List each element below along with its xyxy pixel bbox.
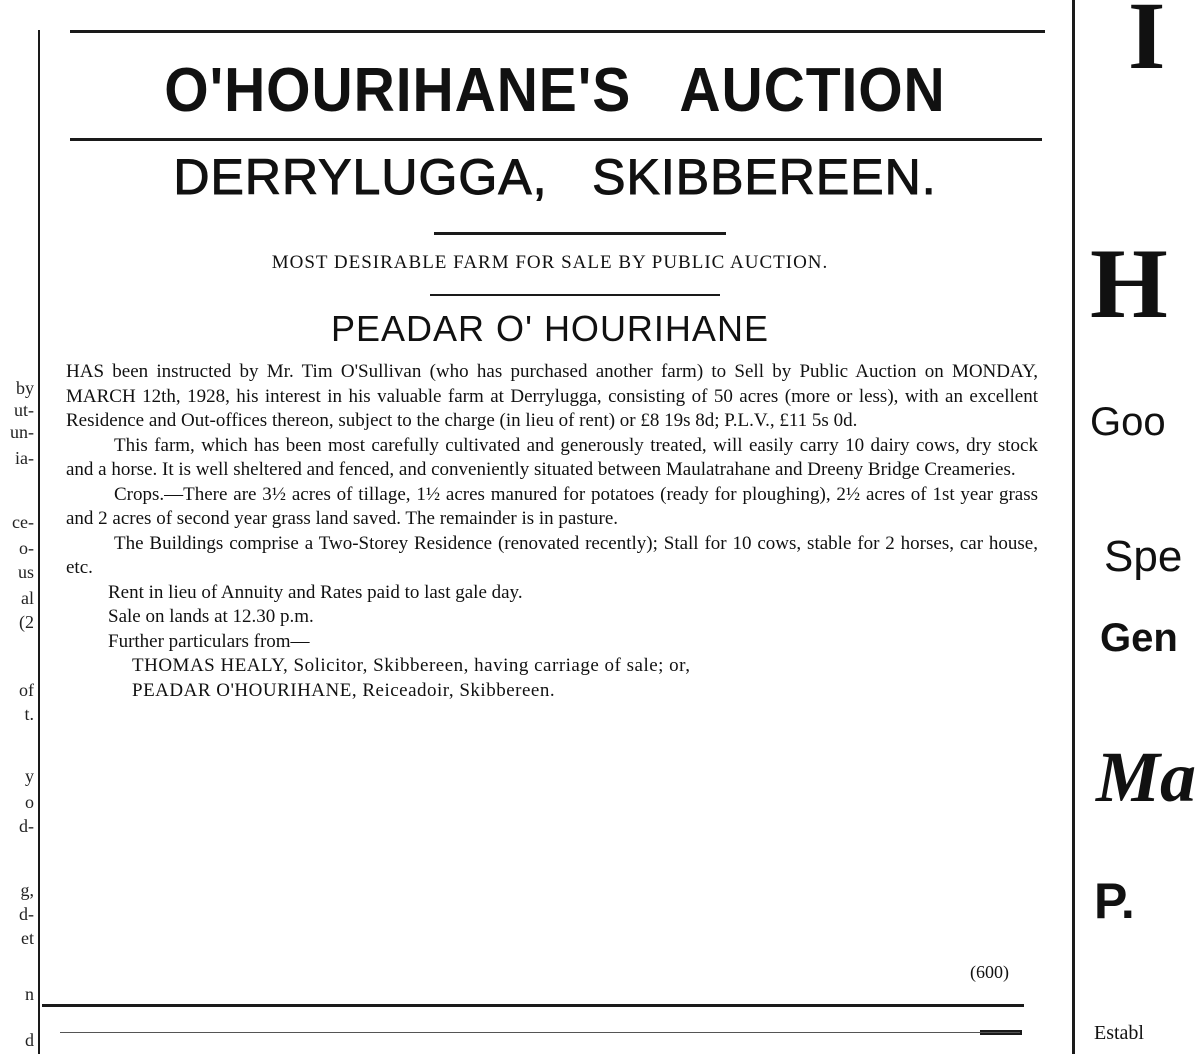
- contact-auctioneer: PEADAR O'HOURIHANE, Reiceadoir, Skibbereen.: [132, 679, 556, 701]
- fragment: d: [25, 1030, 34, 1050]
- line-rent: Rent in lieu of Annuity and Rates paid to last gale day.: [108, 581, 523, 603]
- fragment-goo: Goo: [1090, 400, 1166, 444]
- line-sale: Sale on lands at 12.30 p.m.: [108, 606, 314, 627]
- subtitle-rule: [430, 294, 720, 296]
- ad-body: [66, 360, 1038, 703]
- ad-auctioneer: PEADAR O' HOURIHANE: [331, 308, 769, 349]
- location-rule: [434, 232, 726, 235]
- fragment: et: [21, 928, 34, 948]
- fragment-p: P.: [1094, 873, 1135, 929]
- fragment: by: [16, 378, 34, 398]
- top-rule: [70, 30, 1045, 33]
- fragment: d-: [19, 816, 34, 836]
- column-divider: [1072, 0, 1075, 1054]
- paragraph-crops: Crops.—There are 3½ acres of tillage, 1½ acres manured for potatoes (ready for ploughing), 2½ acres of 1st year grass and 2 acres of second year grass land saved. The remainder is in pasture.: [66, 483, 1038, 529]
- fragment: (2: [19, 612, 34, 632]
- paragraph-instruction: HAS been instructed by Mr. Tim O'Sullivan (who has purchased another farm) to Sell by Public Auction on MONDAY, MARCH 12th, 1928, his interest in his valuable farm at Derrylugga, consisting of 50 acres (more or less), with an excellent Residence and Out-offices thereon, subject to the charge (in lieu of rent) or £8 19s 8d; P.L.V., £11 5s 0d.: [66, 361, 1038, 431]
- fragment: ia-: [15, 448, 34, 468]
- ad-reference: (600): [970, 962, 1009, 982]
- fragment: t.: [24, 704, 34, 724]
- fragment: d-: [19, 904, 34, 924]
- ad-location: DERRYLUGGA, SKIBBEREEN.: [173, 149, 937, 205]
- fragment: n: [25, 984, 34, 1004]
- ad-left-border: [38, 30, 40, 1054]
- bottom-rule: [42, 1004, 1024, 1007]
- fragment: al: [21, 588, 34, 608]
- line-particulars: Further particulars from—: [108, 630, 310, 652]
- fragment-big-letter: I: [1128, 0, 1166, 89]
- fragment-ma: Ma: [1096, 737, 1196, 817]
- fragment-ho: H: [1090, 228, 1166, 339]
- fragment: us: [17, 562, 34, 582]
- fragment: ut-: [14, 400, 34, 420]
- ad-subtitle: MOST DESIRABLE FARM FOR SALE BY PUBLIC AUCTION.: [271, 252, 829, 273]
- fragment-spe: Spe: [1104, 532, 1183, 581]
- paragraph-farm: This farm, which has been most carefully cultivated and generously treated, will easily carry 10 dairy cows, dry stock and a horse. It is well sheltered and fenced, and conveniently situated between Maulatrahane and Dreeny Bridge Creameries.: [66, 434, 1038, 480]
- title-rule: [70, 138, 1042, 141]
- fragment: of: [19, 680, 34, 700]
- ad-title: O'HOURIHANE'S AUCTION: [164, 56, 946, 125]
- paragraph-buildings: The Buildings comprise a Two-Storey Residence (renovated recently); Stall for 10 cows, stable for 2 horses, car house, etc.: [66, 532, 1038, 578]
- fragment: o-: [19, 538, 34, 558]
- fragment: g,: [20, 880, 34, 900]
- fragment: y: [25, 766, 34, 786]
- fragment-gen: Gen: [1100, 616, 1178, 660]
- fragment: un-: [10, 422, 34, 442]
- contact-solicitor: THOMAS HEALY, Solicitor, Skibbereen, having carriage of sale; or,: [132, 655, 691, 676]
- fragment-establ: Establ: [1094, 1022, 1144, 1044]
- bottom-rule-thin: [60, 1032, 1020, 1033]
- fragment: ce-: [12, 512, 34, 532]
- fragment: o: [25, 792, 34, 812]
